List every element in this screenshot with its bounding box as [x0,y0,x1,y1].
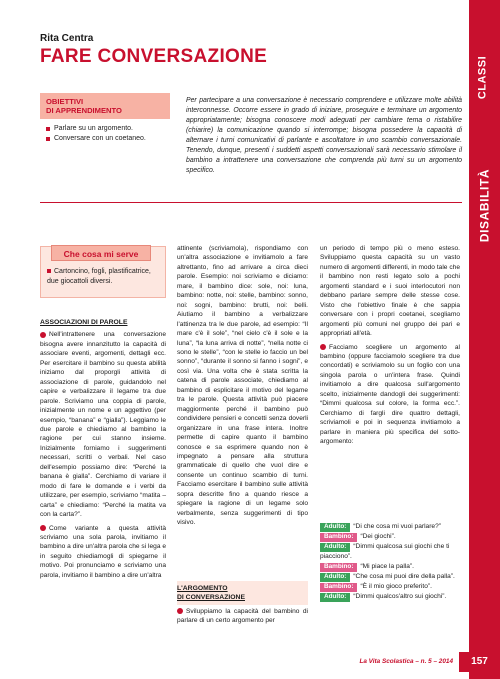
sidebar-classes-label: PER TUTTE LE CLASSI [445,35,489,120]
column-2-bottom [177,584,308,630]
speaker-tag-adult: Adulto: [320,593,350,602]
speaker-tag-child: Bambino: [320,533,357,542]
col2-paragraph-2 [177,607,308,626]
objectives-box [40,93,170,161]
topic-heading-line1: L'ARGOMENTO [177,585,228,592]
step-dot-icon [320,344,326,350]
col2-paragraph-1: attinente (scriviamola), rispondiamo con un'altra associazione e invitiamolo a fare altrettanto, fino ad arrivare a circa dieci parole. Esempio: noi scriviamo e diciamo: mare, il bambino dice: sole, noi: luna, bambino: notte, noi: stelle, bambino: sonno, noi: sogni, bambino: brutti, noi: belli. Aiutiamo il bambino a verbalizzare l'attinenza tra le due parole, ad esempio: “Il mare c'è il sole”, “nel cielo c'è il sole e la luna”, “la luna arriva di notte”, “nella notte ci sono le stelle”, “con le stelle io faccio un bel sonno”, “durante il sonno si fanno i sogni”, e così via. Una volta che è stata scritta la catena di parole associate, chiediamo al bambino di esplicitare il motivo del legame tra le parole. Questa attività può piacere maggiormente perché il bambino può condividere pensieri e concetti senza doverli organizzare in una frase intera. Inoltre permette di capire quanto il bambino conosce e sa esprimere quando non è impegnato a pensare alla struttura grammaticale di quello che vuol dire e consente un continuo scambio di turni. Facciamo esercitare il bambino sulle attività sopra descritte fino a quando riesce a spiegare la ragione di un legame solo verbalmente, senza suggerimenti di tipo visivo. [177,245,308,527]
objective-item: Parlare su un argomento. [46,124,170,134]
dialog-line [320,522,460,532]
dialog-text: “Dei giochi”. [360,533,396,540]
dialog-text: “Di che cosa mi vuoi parlare?” [353,523,441,530]
materials-text-wrap [47,267,161,287]
sidebar-section-label: DISABILITÀ [477,168,492,243]
col1-paragraph-1 [40,330,166,519]
dialog-text: “Dimmi qualcosa sui giochi che ti piacciono”. [320,543,450,560]
dialog-block [320,522,460,602]
dialog-line [320,572,460,582]
dialog-text: “Dimmi qualcos'altro sui giochi”. [353,593,447,600]
col1-p2-text: Come variante a questa attività scriviamo una sola parola, invitiamo il bambino a dire un'altra parola che si lega e in seguito chiediamogli di spiegarne il motivo. Poi pronunciamo e scriviamo una parola, invitiamo il bambino a dire un'altra [40,524,166,579]
objectives-heading-line1: OBIETTIVI [46,97,84,106]
page-number: 157 [459,652,500,672]
dialog-text: “Che cosa mi puoi dire della palla”. [353,573,455,580]
col3-p2-text: Facciamo scegliere un argomento al bambino (oppure facciamolo scegliere tra due concordati) e scriviamolo su un foglio con una singola parola o un'intera frase. Quindi invitiamolo a dire qualcosa sull'argomento scelto, inizialmente dandogli dei suggerimenti: “Dimmi qualcosa sul colore, la forma ecc.”. Cerchiamo di fargli dire quattro dettagli, scriviamoli e poi in sequenza invitiamolo a parlare in maniera più specifica del sotto-argomento: [320,343,460,446]
section-heading-topic [177,584,308,603]
objective-item: Conversare con un coetaneo. [46,134,170,144]
step-dot-icon [40,332,46,338]
dialog-text: “È il mio gioco preferito”. [360,583,432,590]
bullet-icon [47,269,51,273]
divider [40,202,462,203]
materials-box [40,246,166,298]
section-heading-associations: ASSOCIAZIONI DI PAROLE [40,319,128,326]
speaker-tag-adult: Adulto: [320,573,350,582]
col3-paragraph-2 [320,343,460,447]
col1-paragraph-2 [40,524,166,581]
column-2 [177,244,308,532]
col1-p1-text: Nell'intrattenere una conversazione bisogna avere innanzitutto la capacità di associare eventi, argomenti, dettagli ecc. Per esercitare il bambino su questa abilità iniziamo dal proporgli attività di associazione di parole, guidandolo nel capire e verbalizzare il legame tra due parole. Scriviamo una coppia di parole, inizialmente un nome e un aggettivo (per esempio, “banana” e “gialla”). Leggiamo le due parole e chiediamo al bambino la ragione per cui stanno insieme. Inizialmente forniamo i suggerimenti necessari, scritti o verbali. Nel caso dell'esempio possiamo dire: “Perché la banana è gialla”. Cerchiamo di variare il modo di fare le domande e i verbi da utilizzare, per esempio, scriviamo “matita – carta” e chiediamo: “Perché la matita va con la carta?”. [40,331,166,519]
dialog-line [320,582,460,592]
dialog-line [320,592,460,602]
speaker-tag-child: Bambino: [320,563,357,572]
intro-paragraph: Per partecipare a una conversazione è necessario comprendere e utilizzare molte abilità interconnesse. Occorre essere in grado di iniziare, proseguire e terminare un argomento appropriatamente; bisogna conoscere modi adeguati per cambiare tema o ristabilire (chiarire) la comunicazione quando si interrompe; bisogna possedere la capacità di alternare i turni comunicativi di parlante e ascoltatore in uno scambio conversazionale. Tenendo, dunque, presenti i suddetti aspetti conversazionali sarà necessario stimolare il bambino a intrattenere una conversazione che comprenda più turni su un argomento specifico. [186,97,462,174]
speaker-tag-adult: Adulto: [320,543,350,552]
dialog-line [320,562,460,572]
column-3 [320,244,460,451]
step-dot-icon [177,608,183,614]
topic-heading-line2: DI CONVERSAZIONE [177,594,245,602]
page-title: FARE CONVERSAZIONE [40,46,268,67]
materials-heading: Che cosa mi serve [51,245,151,261]
dialog-line [320,542,460,562]
objectives-list [40,119,170,144]
dialog-line [320,532,460,542]
column-1 [40,318,166,584]
journal-footer: La Vita Scolastica – n. 5 – 2014 [359,658,453,665]
objectives-heading [40,93,170,119]
objectives-heading-line2: DI APPRENDIMENTO [46,106,122,115]
side-band [445,0,500,679]
materials-text: Cartoncino, fogli, plastificatrice, due giocattoli diversi. [47,268,151,285]
step-dot-icon [40,525,46,531]
speaker-tag-adult: Adulto: [320,523,350,532]
speaker-tag-child: Bambino: [320,583,357,592]
col3-paragraph-1: un periodo di tempo più o meno esteso. Sviluppiamo questa capacità su un vasto numero di argomenti differenti, in modo tale che il bambino non resti legato solo a pochi argomenti standard e i suoi interlocutori non debbano parlare sempre delle stesse cose. Visto che l'obiettivo finale è che sappia conversare con i propri coetanei, scegliamo argomenti più comuni nel gruppo dei pari e appropriati all'età. [320,245,460,338]
col2-p2-text: Sviluppiamo la capacità del bambino di parlare di un certo argomento per [177,607,308,625]
dialog-text: “Mi piace la palla”. [360,563,414,570]
author-name: Rita Centra [40,33,94,44]
